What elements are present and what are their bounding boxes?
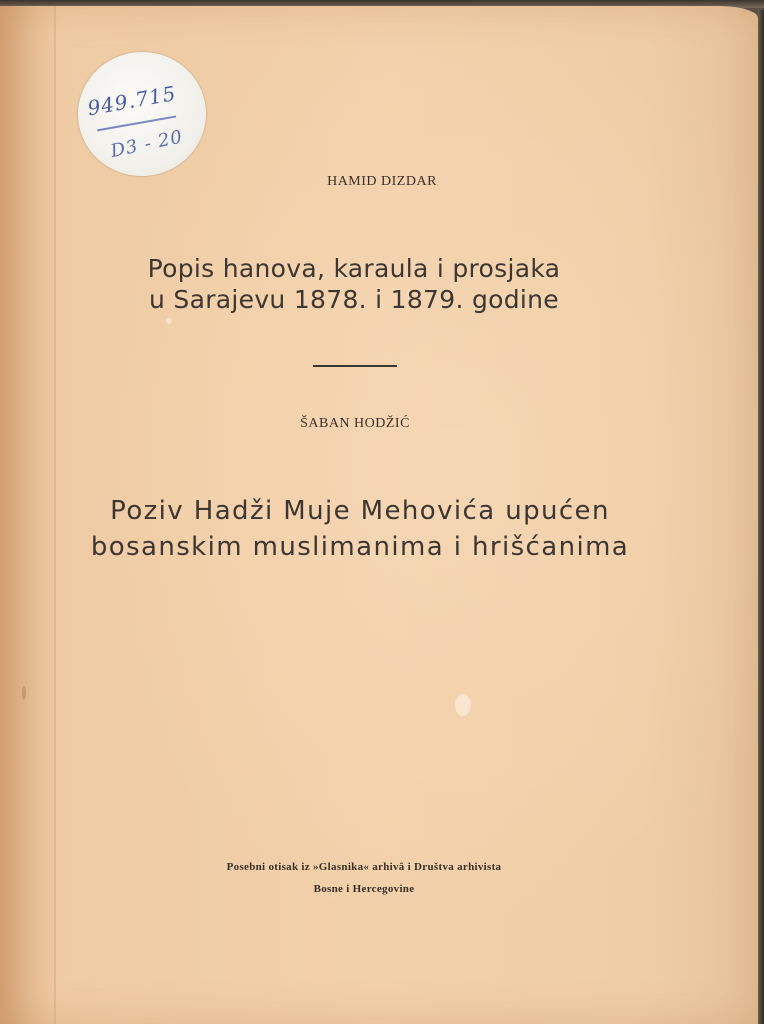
paper-mark [22,686,26,700]
article2-author: ŠABAN HODŽIĆ [300,416,410,431]
article1-title [0,253,708,316]
separator-rule [313,365,397,367]
footer-line1: Posebni otisak iz »Glasnika« arhivâ i Društva arhivista [226,861,502,873]
library-call-number: 949.715 [85,81,179,121]
article2-title [0,494,720,566]
article1-title-line1: Popis hanova, karaula i prosjaka [147,254,561,283]
paper-speck [166,318,172,324]
library-shelf-mark: D3 - 20 [108,126,185,163]
article1-author: HAMID DIZDAR [327,174,437,189]
article2-title-line2: bosanskim muslimanima i hrišćanima [90,531,630,562]
paper-stain [455,694,471,716]
article2-title-line1: Poziv Hadži Muje Mehovića upućen [110,496,610,526]
article1-title-line2: u Sarajevu 1878. i 1879. godine [149,285,559,315]
footer-line2: Bosne i Hercegovine [313,883,415,895]
booklet-cover [0,6,758,1024]
scan-right-edge [758,10,764,1024]
library-label-sticker [74,48,210,181]
